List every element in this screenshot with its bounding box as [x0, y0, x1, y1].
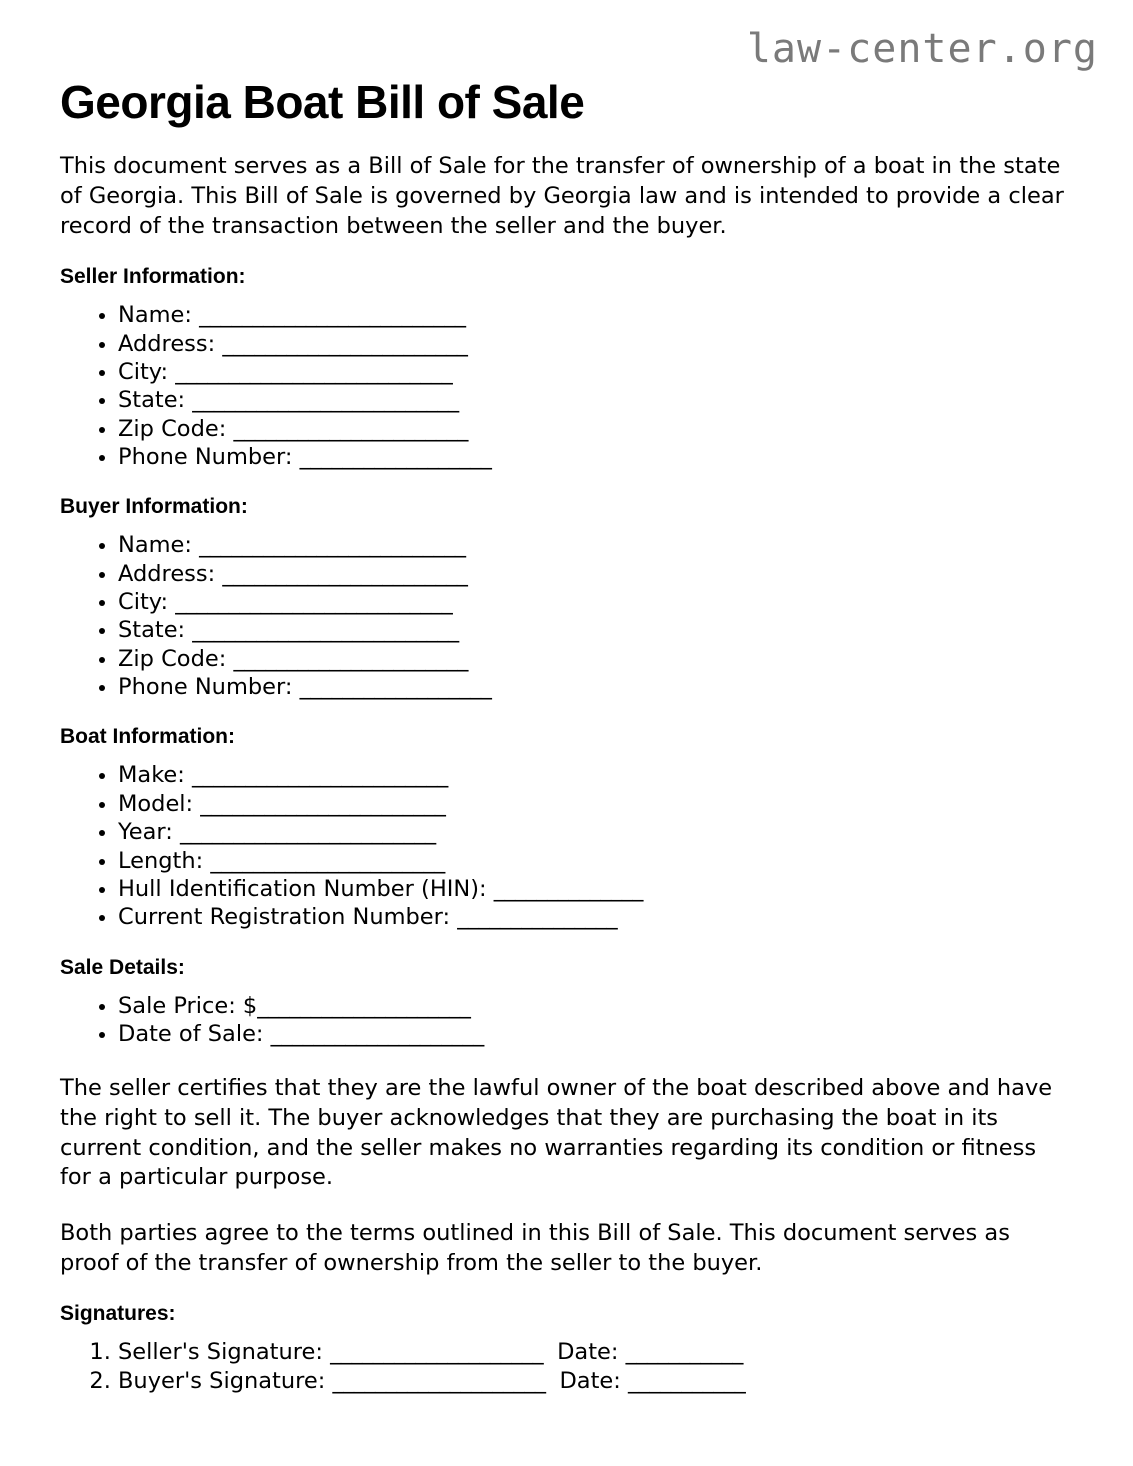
field-label: Year: — [118, 819, 173, 846]
field-blank[interactable]: ______________________ — [210, 847, 445, 874]
list-item — [118, 790, 1073, 818]
field-blank[interactable]: _______________________ — [222, 560, 468, 587]
seller-information-heading: Seller Information: — [60, 265, 246, 289]
list-item — [118, 1020, 1073, 1048]
field-blank[interactable]: ____________________ — [257, 992, 471, 1019]
list-item — [118, 992, 1073, 1020]
field-label: Address: — [118, 330, 216, 357]
field-blank[interactable]: __________________ — [299, 674, 492, 701]
field-blank[interactable]: __________________________ — [175, 359, 453, 386]
field-blank[interactable]: _________________________ — [192, 617, 459, 644]
field-blank[interactable]: _________________________ — [199, 302, 466, 329]
field-blank[interactable]: _________________________ — [199, 532, 466, 559]
field-label: Phone Number: — [118, 674, 293, 701]
signature-blank[interactable]: ____________________ — [332, 1367, 546, 1394]
list-item — [118, 1338, 1073, 1366]
list-item — [118, 818, 1073, 846]
list-item — [118, 616, 1073, 644]
field-label: Zip Code: — [118, 645, 227, 672]
field-label: Current Registration Number: — [118, 904, 451, 931]
list-item — [118, 847, 1073, 875]
field-label: State: — [118, 387, 186, 414]
boat-information-list — [60, 751, 1073, 931]
list-item — [118, 673, 1073, 701]
field-label: Name: — [118, 532, 192, 559]
field-label: Hull Identification Number (HIN): — [118, 875, 487, 902]
date-blank[interactable]: ___________ — [625, 1339, 743, 1366]
list-item — [118, 531, 1073, 559]
field-blank[interactable]: ______________________ — [233, 645, 468, 672]
field-blank[interactable]: _______________ — [457, 904, 617, 931]
buyer-information-heading: Buyer Information: — [60, 495, 248, 519]
buyer-information-list — [60, 521, 1073, 701]
field-label: Sale Price: $ — [118, 992, 258, 1019]
field-label: Zip Code: — [118, 415, 227, 442]
page-title: Georgia Boat Bill of Sale — [60, 76, 585, 128]
field-label: Name: — [118, 302, 192, 329]
field-blank[interactable]: ____________________ — [270, 1020, 484, 1047]
field-label: Make: — [118, 762, 185, 789]
intro-paragraph: This document serves as a Bill of Sale for the transfer of ownership of a boat in the state of Georgia. This Bill of Sale is governed by Georgia law and is intended to provide a clear record of the transaction between the seller and the buyer. — [60, 153, 1064, 239]
field-label: City: — [118, 359, 169, 386]
signature-label: Seller's Signature: — [118, 1339, 323, 1366]
field-label: Address: — [118, 560, 216, 587]
list-item — [118, 875, 1073, 903]
seller-information-list — [60, 291, 1073, 471]
field-blank[interactable]: ________________________ — [192, 762, 448, 789]
list-item — [118, 903, 1073, 931]
document-content — [60, 0, 1073, 1395]
date-label: Date: — [557, 1339, 619, 1366]
signature-label: Buyer's Signature: — [118, 1367, 326, 1394]
signatures-list — [60, 1328, 1073, 1395]
list-item — [118, 645, 1073, 673]
list-item — [118, 588, 1073, 616]
field-blank[interactable]: __________________________ — [175, 589, 453, 616]
field-label: Date of Sale: — [118, 1020, 264, 1047]
field-blank[interactable]: ________________________ — [179, 819, 436, 846]
field-blank[interactable]: ______________________ — [233, 415, 468, 442]
field-blank[interactable]: _______________________ — [200, 790, 446, 817]
sale-details-list — [60, 982, 1073, 1049]
date-blank[interactable]: ___________ — [627, 1367, 746, 1394]
signature-blank[interactable]: ____________________ — [330, 1339, 544, 1366]
list-item — [118, 443, 1073, 471]
field-blank[interactable]: ______________ — [493, 875, 643, 902]
sale-details-heading: Sale Details: — [60, 955, 185, 979]
agreement-paragraph: Both parties agree to the terms outlined in this Bill of Sale. This document serves as proof of the transfer of ownership from the seller to the buyer. — [60, 1219, 1010, 1276]
list-item — [118, 761, 1073, 789]
boat-information-heading: Boat Information: — [60, 725, 235, 749]
field-label: Length: — [118, 847, 204, 874]
field-blank[interactable]: __________________ — [299, 444, 492, 471]
list-item — [118, 330, 1073, 358]
list-item — [118, 560, 1073, 588]
list-item — [118, 301, 1073, 329]
list-item — [118, 415, 1073, 443]
field-blank[interactable]: _________________________ — [192, 387, 459, 414]
certification-paragraph: The seller certifies that they are the lawful owner of the boat described above and have the right to sell it. The buyer acknowledges that they are purchasing the boat in its current condition, and the seller makes no warranties regarding its condition or fitness for a particular purpose. — [60, 1075, 1053, 1191]
date-label: Date: — [559, 1367, 621, 1394]
site-watermark: law-center.org — [746, 26, 1098, 72]
field-label: Phone Number: — [118, 444, 293, 471]
list-item — [118, 386, 1073, 414]
signatures-heading: Signatures: — [60, 1302, 176, 1326]
field-label: State: — [118, 617, 186, 644]
list-item — [118, 1367, 1073, 1395]
field-label: Model: — [118, 790, 194, 817]
field-label: City: — [118, 589, 169, 616]
field-blank[interactable]: _______________________ — [222, 330, 468, 357]
list-item — [118, 358, 1073, 386]
